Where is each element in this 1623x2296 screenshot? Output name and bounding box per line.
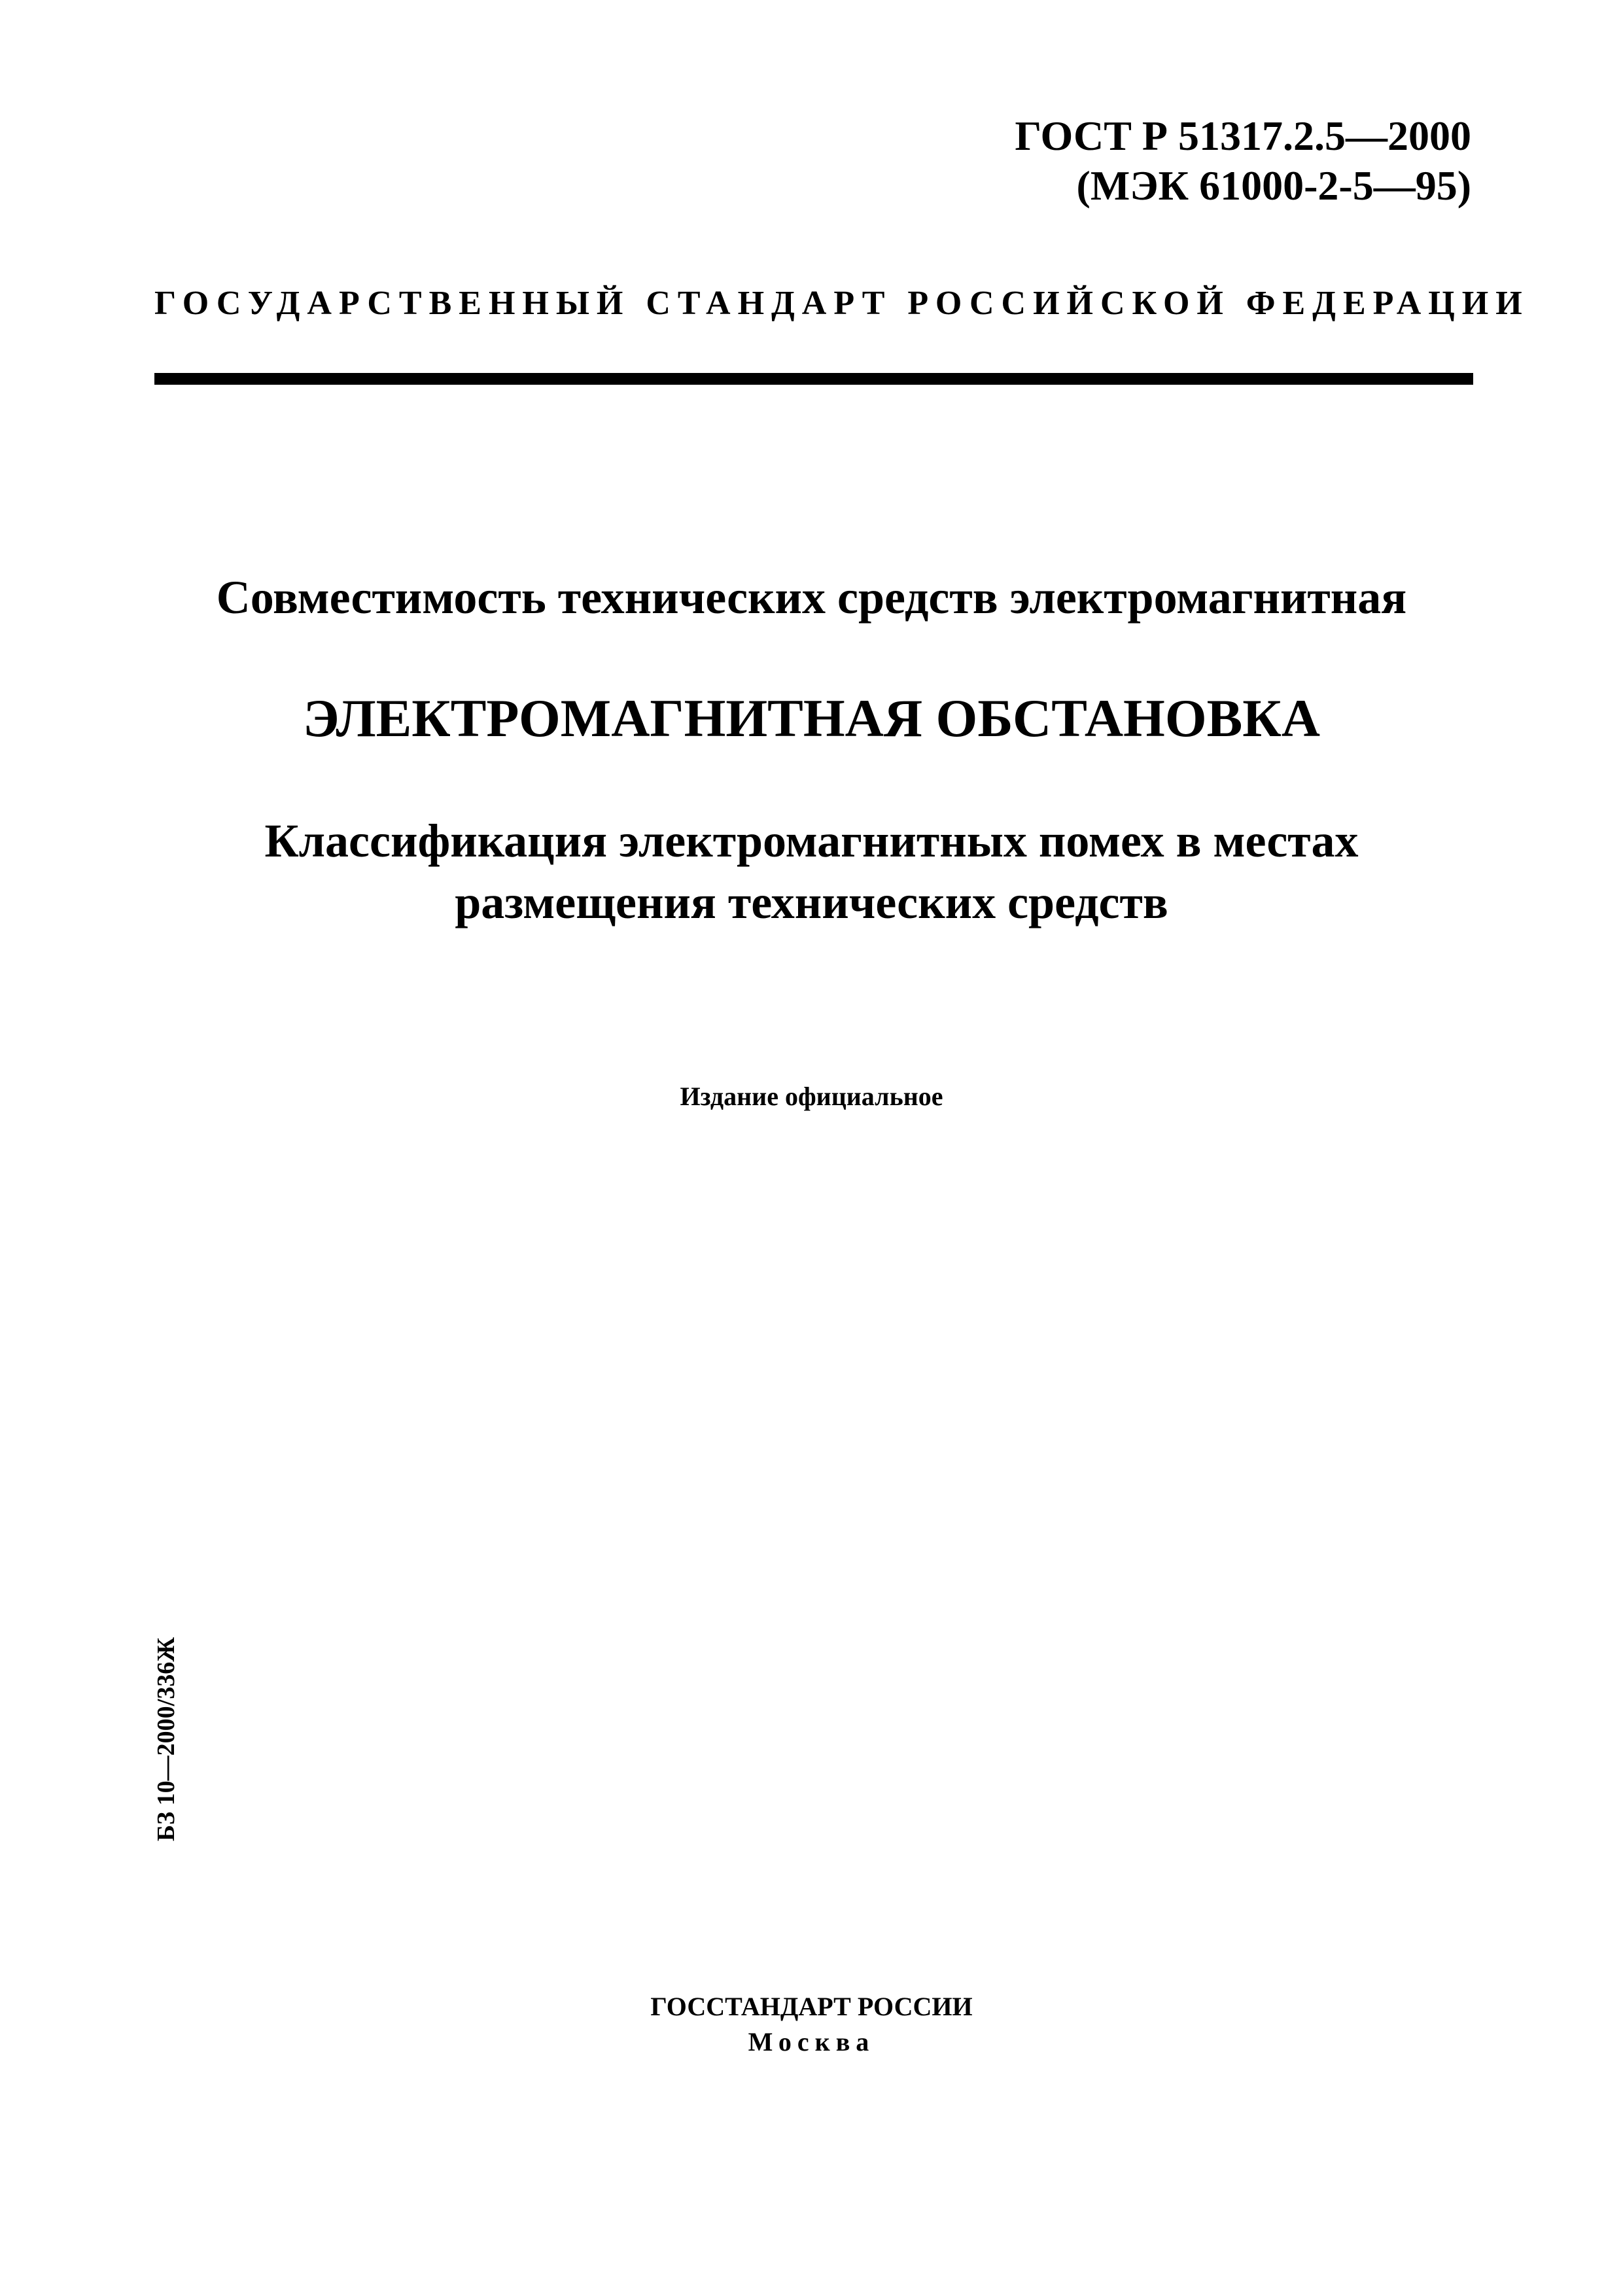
standard-title: Совместимость технических средств электромагнитная xyxy=(216,571,1407,624)
publisher-block xyxy=(131,1989,1492,2060)
side-registration-code: БЗ 10—2000/336Ж xyxy=(152,1637,180,1841)
heading-rule xyxy=(154,373,1473,385)
iec-number: (МЭК 61000-2-5—95) xyxy=(1076,162,1471,209)
document-codes xyxy=(1015,111,1471,211)
standard-subtitle xyxy=(131,810,1492,933)
subtitle-line-1: Классификация электромагнитных помех в местах xyxy=(264,815,1359,867)
publisher-name: ГОССТАНДАРТ РОССИИ xyxy=(650,1992,973,2021)
state-standard-heading: ГОСУДАРСТВЕННЫЙ СТАНДАРТ РОССИЙСКОЙ ФЕДЕРАЦИИ xyxy=(154,285,1529,322)
standard-subject: ЭЛЕКТРОМАГНИТНАЯ ОБСТАНОВКА xyxy=(303,688,1320,748)
publisher-city: Москва xyxy=(748,2027,875,2057)
edition-label: Издание официальное xyxy=(680,1082,943,1111)
subtitle-line-2: размещения технических средств xyxy=(455,876,1168,928)
gost-number: ГОСТ Р 51317.2.5—2000 xyxy=(1015,113,1471,159)
